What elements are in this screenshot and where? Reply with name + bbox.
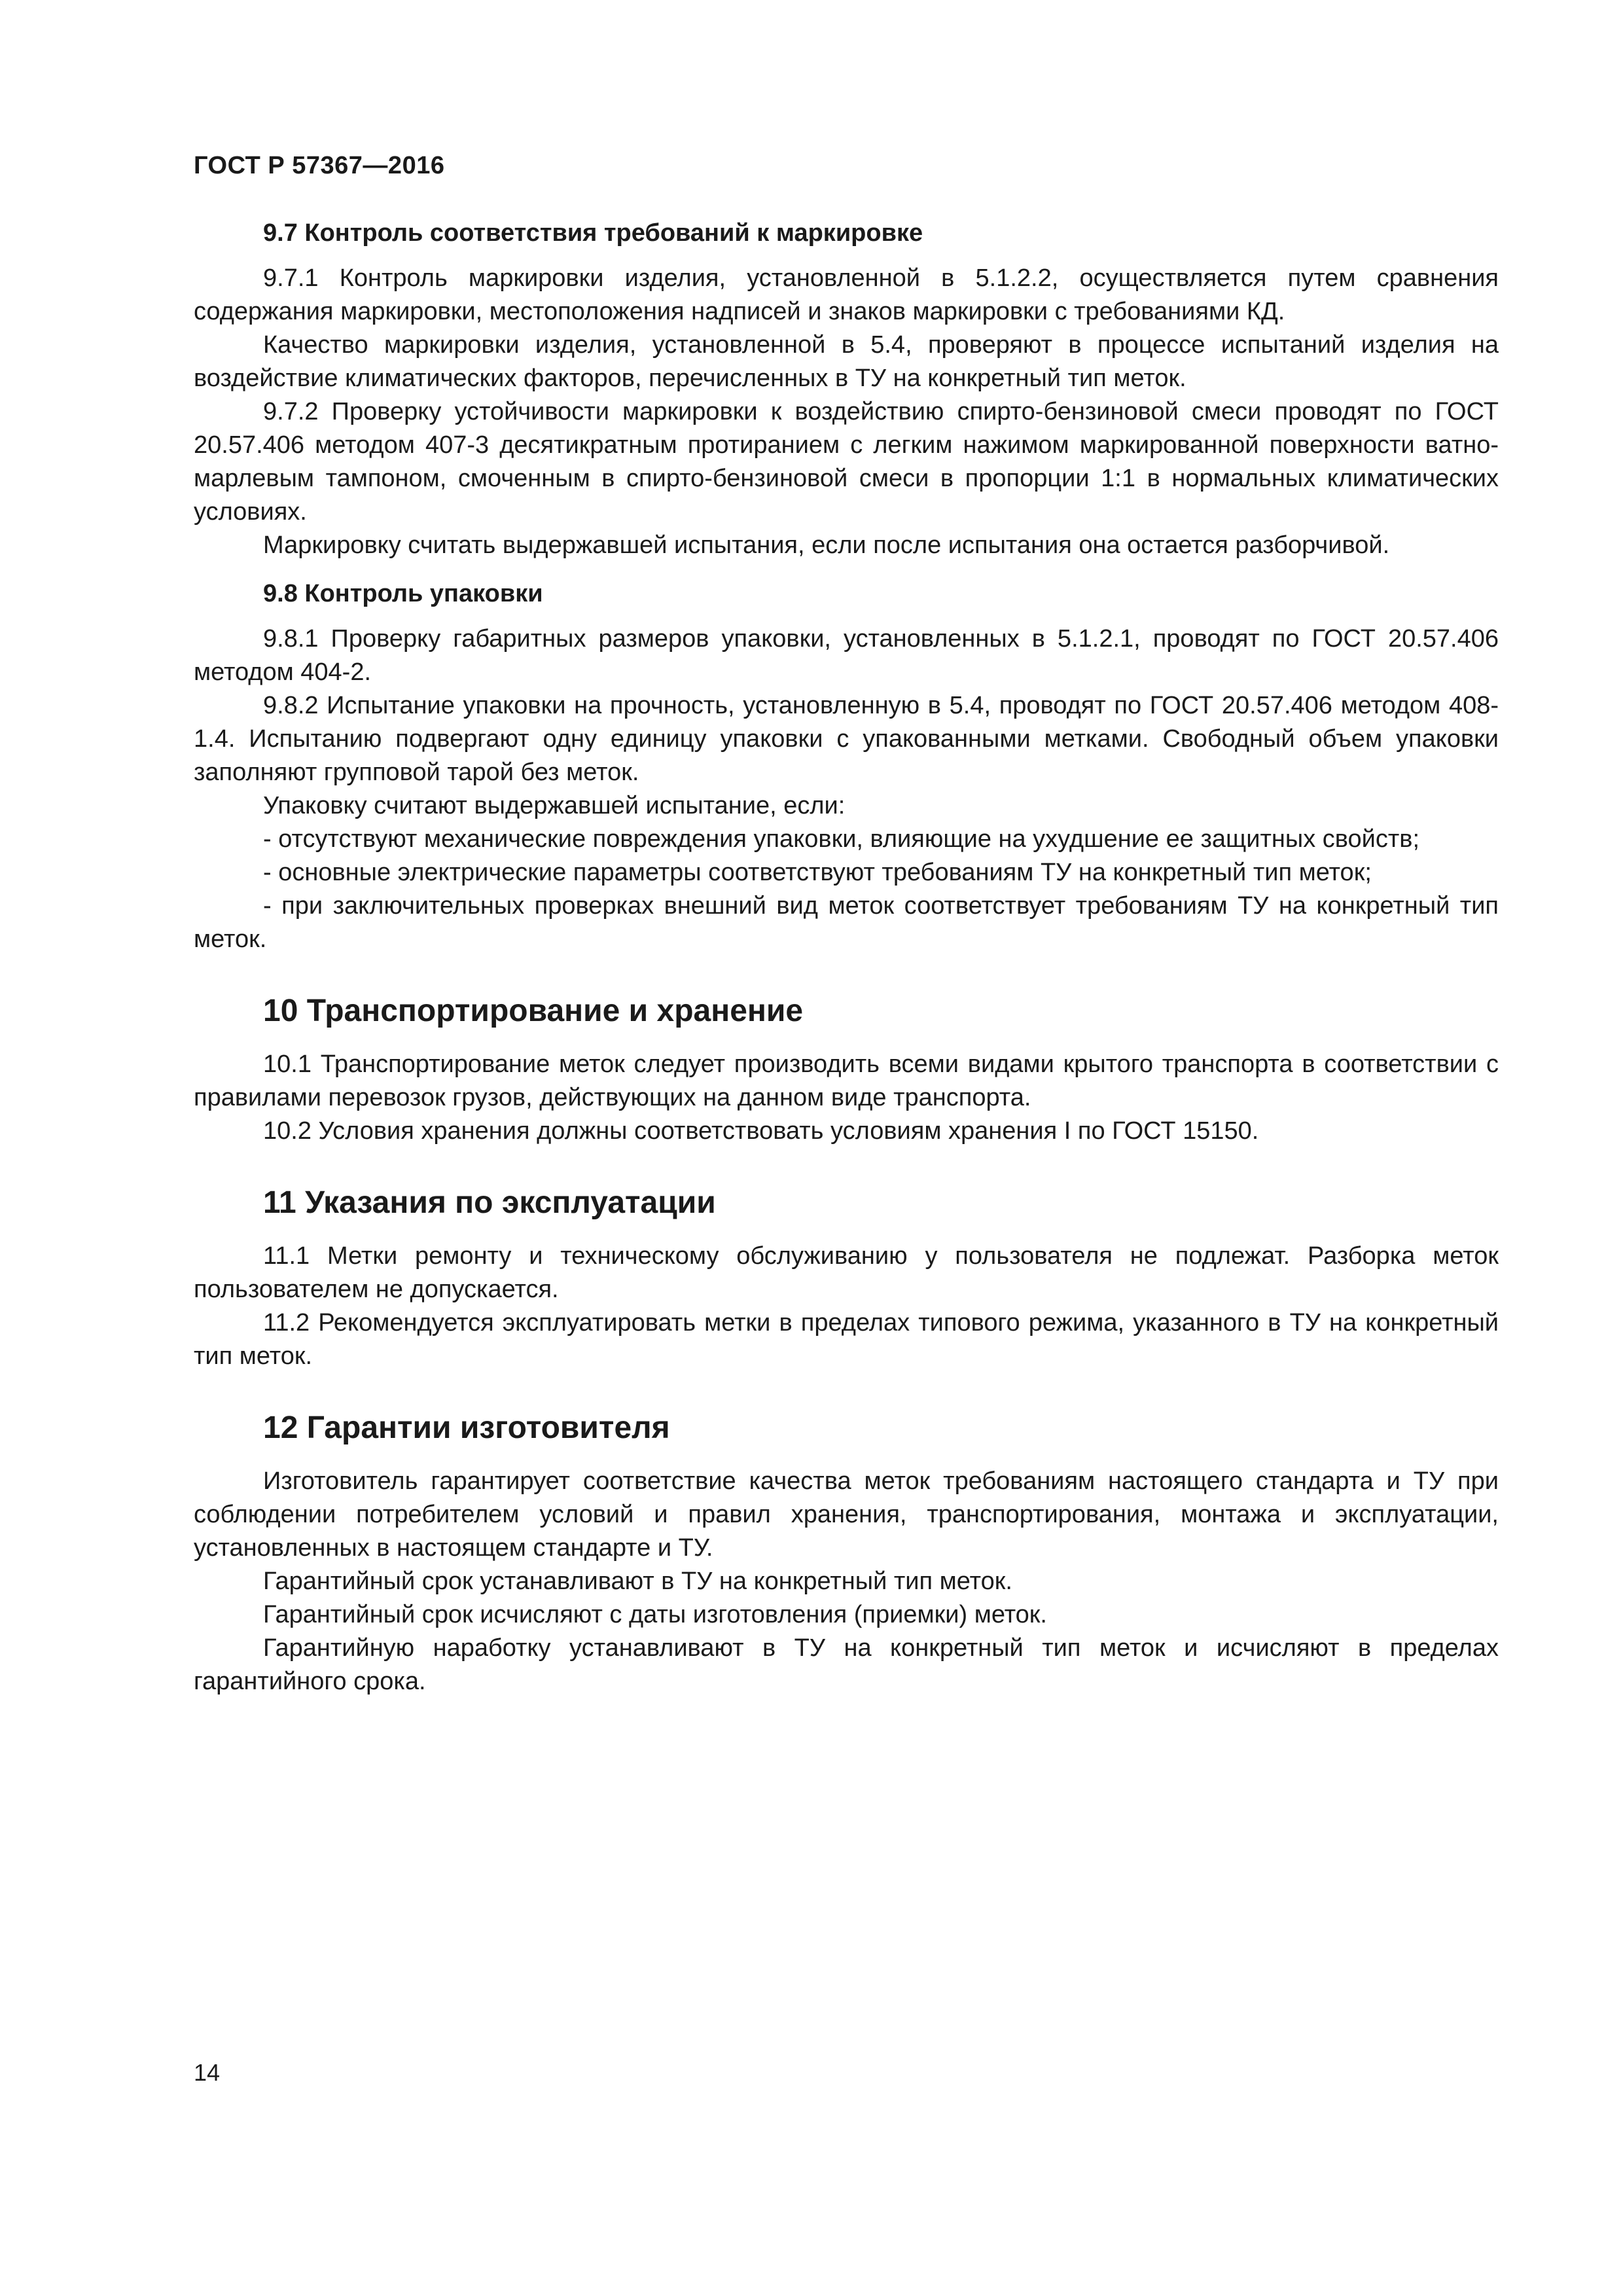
- paragraph-12-term: Гарантийный срок устанавливают в ТУ на конкретный тип меток.: [263, 1568, 1012, 1595]
- page-number: 14: [194, 2059, 221, 2086]
- paragraph-9-8-2: 9.8.2 Испытание упаковки на прочность, установленную в 5.4, проводят по ГОСТ 20.57.406 методом 408-1.4. Испытанию подвергают одну единицу упаковки с упакованными метками. Свободный объем упаковки заполняют групповой тарой без меток.: [194, 692, 1499, 786]
- subsection-title-9-8: 9.8 Контроль упаковки: [263, 580, 543, 607]
- paragraph-10-1: 10.1 Транспортирование меток следует производить всеми видами крытого транспорта в соответствии с правилами перевозок грузов, действующих на данном виде транспорта.: [194, 1050, 1499, 1111]
- list-item-9-8-a: - отсутствуют механические повреждения упаковки, влияющие на ухудшение ее защитных свойств;: [263, 825, 1420, 853]
- list-item-9-8-b: - основные электрические параметры соответствуют требованиям ТУ на конкретный тип меток;: [263, 859, 1372, 886]
- paragraph-9-7-2-result: Маркировку считать выдержавшей испытания, если после испытания она остается разборчивой.: [263, 531, 1390, 559]
- paragraph-9-8-2-criteria: Упаковку считают выдержавшей испытание, если:: [263, 792, 846, 819]
- paragraph-9-8-1: 9.8.1 Проверку габаритных размеров упаковки, установленных в 5.1.2.1, проводят по ГОСТ 20.57.406 методом 404-2.: [194, 625, 1499, 686]
- document-body: [194, 216, 1499, 1698]
- paragraph-9-7-1: 9.7.1 Контроль маркировки изделия, установленной в 5.1.2.2, осуществляется путем сравнения содержания маркировки, местоположения надписей и знаков маркировки с требованиями КД.: [194, 264, 1499, 325]
- paragraph-9-7-1-quality: Качество маркировки изделия, установленной в 5.4, проверяют в процессе испытаний изделия на воздействие климатических факторов, перечисленных в ТУ на конкретный тип меток.: [194, 331, 1499, 392]
- list-item-9-8-c: - при заключительных проверках внешний вид меток соответствует требованиям ТУ на конкретный тип меток.: [194, 892, 1499, 953]
- section-title-10: 10 Транспортирование и хранение: [263, 994, 804, 1028]
- paragraph-10-2: 10.2 Условия хранения должны соответствовать условиям хранения I по ГОСТ 15150.: [263, 1117, 1259, 1145]
- paragraph-12-warranty: Изготовитель гарантирует соответствие качества меток требованиям настоящего стандарта и ТУ при соблюдении потребителем условий и правил хранения, транспортирования, монтажа и эксплуатации, установленных в настоящем стандарте и ТУ.: [194, 1467, 1499, 1562]
- paragraph-11-2: 11.2 Рекомендуется эксплуатировать метки в пределах типового режима, указанного в ТУ на конкретный тип меток.: [194, 1309, 1499, 1370]
- document-header: ГОСТ Р 57367—2016: [194, 152, 445, 179]
- paragraph-12-operating-time: Гарантийную наработку устанавливают в ТУ на конкретный тип меток и исчисляют в пределах гарантийного срока.: [194, 1634, 1499, 1695]
- paragraph-9-7-2: 9.7.2 Проверку устойчивости маркировки к воздействию спирто-бензиновой смеси проводят по ГОСТ 20.57.406 методом 407-3 десятикратным протиранием с легким нажимом маркированной поверхности ватно-марлевым тампоном, смоченным в спирто-бензиновой смеси в пропорции 1:1 в нормальных климатических условиях.: [194, 398, 1499, 526]
- section-title-11: 11 Указания по эксплуатации: [263, 1185, 716, 1220]
- paragraph-12-term-start: Гарантийный срок исчисляют с даты изготовления (приемки) меток.: [263, 1601, 1047, 1628]
- paragraph-11-1: 11.1 Метки ремонту и техническому обслуживанию у пользователя не подлежат. Разборка меток пользователем не допускается.: [194, 1242, 1499, 1303]
- subsection-title-9-7: 9.7 Контроль соответствия требований к маркировке: [263, 219, 923, 247]
- section-title-12: 12 Гарантии изготовителя: [263, 1410, 670, 1445]
